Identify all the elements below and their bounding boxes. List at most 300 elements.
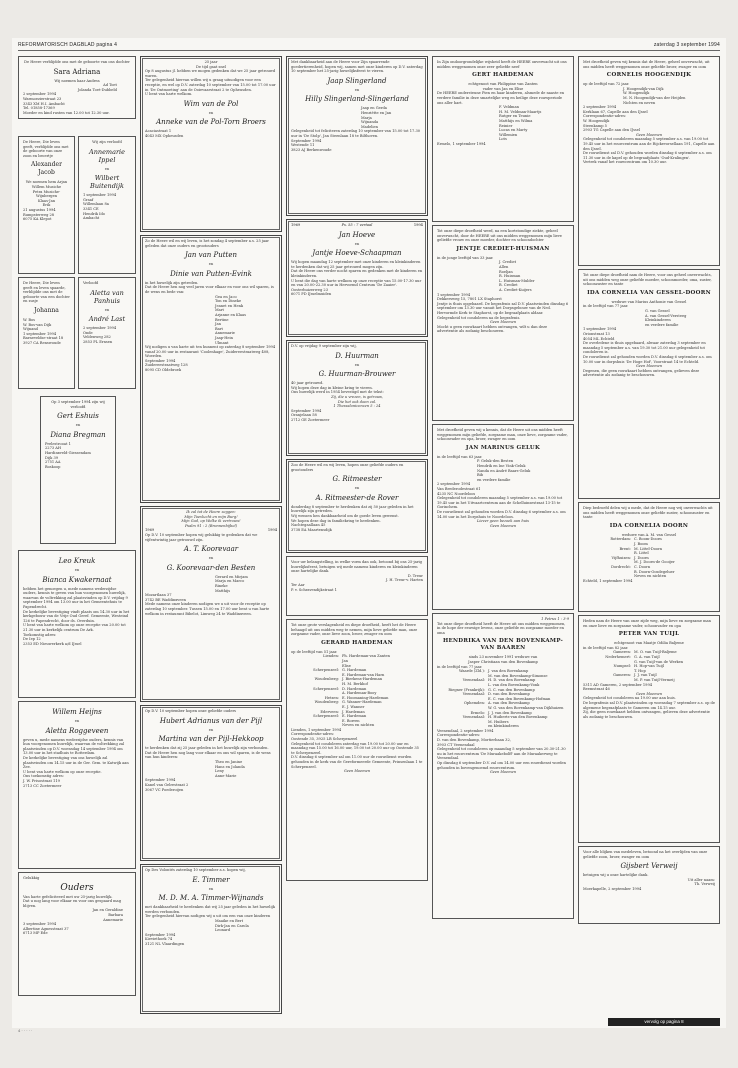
ad-and: en (354, 87, 360, 92)
family-place: Scherpenzeel: (313, 668, 339, 673)
ad-name-1: Jan van Putten (184, 251, 238, 260)
ad-name: Sara Adriana (53, 67, 101, 76)
family-name: M. Huibers (488, 719, 509, 724)
ad-address: Nachtegaallaan 45 3738 EA Maartensdijk (291, 523, 332, 532)
ad-date: 2 september 1994 (83, 326, 117, 331)
ad-text: Met droefheid geven wij u kennis, dat de Heere uit ons midden heeft weggenomen mijn geliefde, zorgzame man, onze lieve, zorgzame vader, schoonvader en opa, broer, zwager en oom (437, 428, 569, 442)
ad-name-2: A. Ritmeester-de Rover (315, 493, 399, 502)
ad-text: Heden nam de Heere van onze zijde weg, mijn lieve en zorgzame man en onze lieve en zorgzame vader, schoonvader en opa (583, 619, 713, 628)
family-name: E. C. van den Bovenkamp-Hofman (488, 696, 551, 701)
ad-text: hebben het genoegen u, mede namens wederzijdse ouders, kennis te geven van hun voorgenomen huwelijk, waarvan de voltrekking zal plaatsvinden op D.V. vrijdag 9 september 1994 om 13.00 uur in het Gemeentehuis te Papendrecht. De kerkelijke bevestiging vindt plaats om 14.30 uur in het kerkgebouw van de Vrije Oud Geref. Gemeente, Westeind 126 te Papendrecht, door ds. Overduin. U bent van harte welkom op onze receptie van 20.00 tot 21.30 uur in kerkelijk centrum De Ark. (23, 586, 130, 632)
ad-heading: 25 jaar De tijd gaat snel (196, 60, 226, 69)
ad-name-1: Hubert Adrianus van der Pijl (159, 716, 263, 725)
ad-name-1: Annemarie Ippel (89, 147, 125, 164)
ad-date: 21 augustus 1994 (23, 207, 56, 212)
family-name: B. Doorn-Oosdegeluer (634, 569, 675, 574)
ad-name-1: Gert Eshuis (57, 412, 99, 421)
ad-date: September 1994 (145, 778, 176, 783)
family-name: G. Wanner-Hardeman (342, 700, 382, 705)
ad-quote: Zij, die u vrezen, is getrouw, Die het ook doen zal. 1 Thessalonicenzen 5 : 24 (331, 394, 383, 409)
ad-text-3: Gelegenheid tot condoleren zaterdag van 19.00 tot 20.00 uur en maandag van 15.00 tot 16.00 uur, 19.00 tot 20.00 uur op Oostende 35 te Scherpenzeel. D.V. dinsdag 6 september zal om 11.00 uur de rouwdienst worden gehouden in de kerk van de Gereformeerde Gemeente, Prinsenlaan 1 te Scherpenzeel. (291, 741, 423, 769)
family-name: J. Hardeman (342, 709, 365, 714)
family-list (437, 669, 569, 729)
ad-address: Kieviethoek 74 3121 NL Vlaardingen (145, 937, 185, 946)
family-place: Vijfhuizen: (611, 555, 631, 560)
wedding-leo-kreuk (18, 550, 136, 698)
ad-name-2: Dinie van Putten-Evink (170, 269, 252, 278)
ad-name-2: Aletta Roggeveen (45, 726, 109, 735)
ad-and: en (208, 556, 214, 561)
ad-quote: Ik zal tot de Heere zeggen: Mijn Toevlucht en mijn Burg! Mijn God, op Welke ik vertrouw! Psalm 91 : 2 (Bronnenbijbel) (181, 510, 241, 528)
family-name: E. Hoomaning-Hardeman (342, 695, 389, 700)
family-name: G. van Tuijl-van de Werken (634, 659, 684, 664)
ad-date: Lienden, 1 september 1994 (291, 727, 342, 732)
ad-name-2: G. Huurman-Brouwer (318, 370, 396, 379)
ad-note: Moeder en kind rusten van 12.00 tot 12.30 uur. (23, 110, 110, 115)
family-place: Numpsel: (613, 664, 631, 669)
family-name: M. Littel-Doorn (634, 546, 663, 551)
anniversary-timmer (140, 864, 282, 1014)
ad-date: Moerkapelle, 2 september 1994 (583, 886, 642, 891)
family-place: Riegner (Frankrijk): (448, 687, 485, 692)
obituary-gert-hardeman (432, 56, 574, 222)
ad-date: September 1994 (145, 932, 176, 937)
ad-address: Correspondentie-adres: Oostende 35, 3925 LB Scherpenzeel (291, 732, 358, 742)
ad-text-3: Gelegenheid tot condoleren maandag 5 september a.s. van 19.00 tot 19.45 uur in het rouwcentrum aan de Rijckevorsellaan 191, Capelle aan den IJssel. De rouwdienst zal D.V. gehouden worden dinsdag 6 september a.s. om 11.30 uur in de kapel op de begraafplaats 'Oud-Kralingen'. Vertrek vanaf het rouwcentrum om 10.30 uur. (583, 137, 715, 165)
ad-text-2: Mede namens onze kinderen nodigen we u uit voor de receptie op zaterdag 10 september. Tussen 15.00 en 17.00 uur bent u van harte welkom in restaurant Bibelot, Limweg 24 te Waddinxveen. (145, 602, 271, 616)
family-place: Scherpenzeel: (313, 714, 339, 719)
ad-address: Prelestrooat 1 2273 AH Hardinxveld-Giessendam Dijk 39 2751 AA Boskoop (45, 441, 91, 469)
ad-date: September 1994 (145, 358, 176, 363)
ad-text-2: met dankbaarheid te herdenken dat wij 25 jaar geleden in het huwelijk werden verbonden. Ter gelegenheid hiervan nodigen wij u uit om een van onze kinderen (145, 905, 275, 919)
page-header (18, 41, 720, 51)
ad-text: Zoo de Heere wil en wij leven, hopen onze geliefde ouders en grootouders (291, 463, 405, 472)
ad-text-2: De HEERE ondersteune Pien en haar kinderen, alsmede de naaste en verdere familie in deze smartelijke weg en heilige deze rouwperiode ons aller hart. (437, 91, 566, 105)
ad-text-2: op de leeftijd van 72 jaar. (583, 82, 630, 87)
ad-footer: Liever geen bezoek aan huis Geen bloemen (477, 519, 529, 528)
ad-family: G. van Gessel A. van Gessel-Versteeg Kleinkinderen en verdere familie (645, 308, 687, 327)
family-name: H. Hop-van Tuijl (634, 664, 664, 669)
ad-footer: Geen bloemen (635, 132, 663, 137)
anniversary-koorevaar (140, 506, 282, 702)
ad-name-2: Bianca Kwakernaat (42, 575, 112, 584)
ad-footer: Geen bloemen (489, 320, 517, 325)
ad-parents: Ad Toet Jolanda Toet-Dubbeld (77, 83, 117, 92)
ad-name-1: Wim van de Pol (183, 99, 239, 108)
ad-text-4: Zij, die geen rouwkaart hebben ontvangen, gelieven deze advertentie als zodanig te beschouwen. (583, 710, 712, 719)
family-place: Ermelo: (470, 710, 485, 715)
ad-address: Ons toekomstig adres: J. W. Frisostraat 119 2713 CC Zoetermeer (23, 774, 64, 788)
ad-name: JENTJE CREDIET-HUISMAN (456, 245, 550, 252)
family-place: Dordrecht: (611, 564, 631, 569)
ad-name: Johanna (34, 306, 59, 314)
ad-date: September 1994 (291, 138, 322, 143)
family-name: Jan (342, 658, 348, 663)
year-start: 1969 (145, 528, 155, 533)
header-left: REFORMATORISCH DAGBLAD pagina 4 (18, 42, 118, 48)
ad-text: Met dankbaarheid aan de Heere voor Zijn spaarrende goedertierenheid, hopen wij, samen met onze kinderen op D.V. zaterdag 10 september het 25-jarig huwelijksfeest te vieren. (291, 60, 424, 74)
column-1a (18, 136, 75, 392)
ad-family: J. Hoogendijk-van Dijk W. Hoogendijk M. N. Hoogendijk-van der Heijden Nichten en neven (623, 86, 686, 105)
column-1 (18, 56, 136, 122)
ad-name-2: Wilbert Buitendijk (90, 174, 124, 191)
ad-name-1: Aletta van Panhuis (90, 288, 124, 305)
ad-sub: weduwe van Marius Anthonie van Gessel (611, 299, 687, 304)
anniversary-jan-hoeve (286, 219, 428, 337)
obituary-hendrika-van-den-bovenkamp (432, 613, 574, 919)
ad-and: en (208, 727, 214, 732)
ad-family: Gerard en Mirjam Marja en Marco Rineke Matthijs (215, 574, 248, 593)
family-name: E. Hardeman (342, 714, 367, 719)
ad-sub: Wij noemen haar Andrea (54, 78, 100, 83)
ad-text-4: Degenen, die geen rouwkaart hebben ontvangen, gelieven deze advertentie als zodanig te beschouwen. (583, 368, 701, 378)
column-1c (40, 396, 116, 547)
family-name: H. M. Berkhof (342, 681, 368, 686)
family-name: G. C. van den Bovenkamp (488, 687, 535, 692)
obituary-jan-marinus-geluk (432, 424, 574, 610)
ad-text-2: donderdag 8 september te herdenken dat zij 50 jaar geleden in het huwelijk zijn getreden. Wij wensen hen dankbaarheid om de goede leven gewenst. We hopen deze dag in familiekring te herdenken. (291, 504, 414, 523)
family-name: M. O. van Tuijl-Baljeme (634, 650, 677, 655)
thanks-treur (286, 556, 428, 616)
family-place: Scherpenzeel: (313, 686, 339, 691)
ad-text: geven u, mede namens wederzijdse ouders, kennis van hun voorgenomen huwelijk, waarvan de voltrekking zal plaatsvinden op D.V. woensdag 14 september 1994 om 13.00 uur in het stadhuis te Rotterdam. De kerkelijke bevestiging van ons huwelijk zal plaatsvinden om 14.15 uur in de Ger. Gem. te Katwijk aan Zee. U bent van harte welkom op onze receptie. (23, 737, 129, 774)
ad-name-1: Jaap Slingerland (327, 76, 387, 85)
ad-text-2: 40 jaar getrouwd. Wij hopen deze dag in kleine kring te vieren. Ons huwelijk werd in 1954 bevestigd met de tekst: (291, 381, 384, 395)
column-4 (432, 56, 574, 922)
family-name: R. Littel (634, 551, 649, 556)
ad-and: en (208, 886, 214, 891)
obituary-jentje-crediet (432, 225, 574, 421)
ad-name: GERT HARDEMAN (472, 72, 534, 79)
family-name: E. Hardeman-van Harn (342, 672, 385, 677)
family-name: M. van den Bovenkamp-Simonse (488, 673, 548, 678)
ad-address: Onde Veldenweg 282 2853 PL Ernsen (83, 330, 113, 344)
ad-text-2: in de leeftijd van 77 jaar. (583, 304, 629, 309)
header-right: zaterdag 3 september 1994 (653, 42, 720, 48)
ad-and: en (208, 110, 214, 115)
ad-footer: Geen bloemen (343, 769, 371, 774)
family-name: E. Borren (342, 718, 360, 723)
family-name: Elise (342, 663, 351, 668)
family-name: J. Boom (634, 541, 648, 546)
family-name: D. Hardeman (342, 686, 367, 691)
ad-name: HENDRIKA VAN DEN BOVENKAMP-VAN BAAREN (442, 638, 564, 652)
ad-and: en (354, 241, 360, 246)
year-start: 1969 (291, 223, 301, 227)
ad-text-3: Gelegenheid tot condoleren maandag 5 september a.s. van 19.00 tot 19.45 uur in het Uitvaartcentrum aan de Schelluinsestraat 13-15 te Gorinchem. De rouwdienst zal gehouden worden D.V. dinsdag 6 september a.s. om 14.00 uur in het Dorpshuis te Noordeloos. (437, 496, 566, 519)
family-name: J. J. van den Bovenkamp (488, 710, 532, 715)
ad-text-3: De overledene is thuis opgebaard, alwaar zaterdag 3 september en maandag 5 september a.s. van 19.30 tot 21.00 uur gelegenheid tot condoleren is. De rouwdienst zal gehouden worden D.V. dinsdag 6 september a.s. om 10.00 uur in dorpshuis 'De Hoge Hof', Voorstraat 14 te Echteld. (583, 341, 712, 364)
family-name: D. van den Bovenkamp (488, 692, 530, 697)
ad-name-2: Anneke van de Pol-Torn Broers (156, 118, 266, 127)
family-name: H. Huiberts-van den Bovenkamp (488, 715, 548, 720)
family-name: J. van den Bovenkamp (488, 669, 529, 674)
obituary-peter-van-tuijl (578, 615, 720, 843)
ad-family: Jaap en Gerda Henriëtte en Jan Marja Wijnanda Madelien (361, 106, 392, 129)
family-place: Gameren: (613, 673, 631, 678)
family-place (583, 678, 634, 683)
ad-address: Barneveldse-straat 18 3927 CA Renswoude (23, 336, 64, 345)
anniversary-jan-van-putten (140, 235, 282, 503)
obituary-ida-doorn (578, 502, 720, 612)
ad-and: en (354, 486, 360, 491)
ad-text: Van harte gefeliciteerd met uw 25-jarig huwelijk. Dat u nog lang voor elkaar en voor ons gespaard mag blijven. (23, 894, 121, 908)
ad-text: D.V. op vrijdag 9 september zijn wij, (291, 344, 357, 348)
ad-text-3: Wij nodigen u van harte uit ten hunnent op zaterdag 8 september 1994 vanaf 20.00 uur in restaurant 'Coolenhage', Zuidereestraatweg 408, Woerden. (145, 345, 277, 359)
ad-date: 1 september 1994 (23, 331, 57, 336)
ad-text-2: te herdenken dat zij 25 jaar geleden in het huwelijk zijn verbonden. Dat de Heere hen nog lang voor elkaar en ons wil sparen, is de wens van hun kinderen: (145, 746, 271, 760)
family-name: E. J. Wanner (342, 704, 365, 709)
ad-name-1: Jan Hoeve (338, 230, 376, 239)
ad-sub: We noemen hem Arjan (25, 180, 68, 185)
page-footer: 4 · · · · · (18, 1028, 33, 1033)
family-place: Woudenberg: (314, 700, 339, 705)
ad-address: Zuidereestraatweg 128 8095 CD Oldebroek (145, 363, 188, 373)
ad-and: en (208, 262, 214, 267)
ad-text: Verloofd (83, 281, 99, 285)
ad-footer: Geen bloemen (635, 691, 663, 696)
ad-date: 3 september 1994 (23, 922, 57, 927)
ad-text: De Heere, Die leven geeft, verblijdde ons met de geboorte van onze zoon en broertje (23, 140, 70, 158)
ad-text: Wij zijn verloofd (92, 140, 122, 144)
family-list (291, 654, 423, 728)
ad-date: 2 september 1994 Van Brederodestraat 61 4235 NC Noordeloos (437, 482, 481, 496)
ad-text: Diep bedroefd delen wij u mede, dat de Heere nog vrij onverwachts uit ons midden heeft weggenomen onze geliefde zuster, schoonzuster en tante (583, 506, 714, 520)
ad-and: en (104, 166, 110, 171)
obituary-gerard-hardeman (286, 619, 428, 881)
ad-address: Correspondentie-adres: D. van den Bovenkamp, Mortierbaan 32, 3903 CT Veenendaal (437, 733, 511, 747)
family-place: Ophemden: (463, 701, 485, 706)
ad-text: Tot onze diepe droefheid nam de Heere, voor ons geheel onverwachts, uit ons midden weg onze geliefde moeder, schoonmoeder, oma, zuster, schoonzuster en tante (583, 273, 713, 287)
family-place: Gameren: (613, 650, 631, 655)
family-place: Nederhemert: (605, 654, 631, 659)
ad-address: Mozartlaan 37 3742 BE Waddinxveen (145, 593, 186, 602)
ad-name: IDA CORNELIA VAN GESSEL-DOORN (587, 289, 711, 296)
ad-date: 1 september 1994 (83, 193, 117, 198)
family-place: Veenendaal: (462, 678, 485, 683)
birth-announcement-johanna (18, 277, 75, 389)
engagement-annemarie (78, 136, 136, 274)
ad-date: Echteld, 1 september 1994 (583, 578, 633, 583)
ad-and: en (104, 307, 110, 312)
ad-address: Oranjelaan 58 2712 GE Zoetermeer (291, 413, 330, 422)
ad-address: Oosterhuizerweg 23 6071 PD IJsselmuiden (291, 287, 332, 297)
ad-text-2: in de leeftijd van 82 jaar. (583, 645, 629, 650)
ad-parents: Willem Musiche Petra Musiche-Wijnbergen Klaas-Jan Erik (31, 184, 62, 208)
ad-text-3: Gelegenheid tot condoleren na 19.00 uur aan huis. De begrafenis zal D.V. plaatsvinden op woensdag 7 september a.s. op de algemene begraafplaats te Gameren om 14.15 uur. (583, 696, 715, 710)
family-place: Ederveen: (320, 709, 339, 714)
ad-address: Graaf Willemlaan 8a 3341 CE Hendrik Ido Ambacht (83, 197, 109, 221)
family-name: Neven en nichten (634, 574, 667, 579)
ad-text-2: in de jonge leeftijd van 33 jaar. (437, 255, 494, 260)
ad-date: 1 september 1994 Dekkersweg 15, 7801 LX Staphorst (437, 292, 502, 302)
ad-text: Op D.V. 10 september hopen wij gelukkig te gedenken dat we vijfentwintig jaar getrouwd zijn. (145, 532, 259, 542)
ad-and: en (354, 362, 360, 367)
ad-sub: echtgenoot van Philippine van Zanten vader van Jan en Elise (468, 82, 538, 91)
ad-text: Tot onze diepe droefheid werd, na een kortstondige ziekte, geheel onverwacht, door de HEERE uit ons midden weggenomen mijn lieve geliefde vrouw en onze moeder, dochter en schoondochter (437, 229, 564, 243)
column-5 (578, 56, 720, 927)
family-name: M. J. Doorn-de Gooijer (634, 560, 675, 565)
family-place: Brent: (619, 546, 631, 551)
anniversary-huurman (286, 340, 428, 456)
year-end: 1994 (267, 528, 277, 533)
ad-text-2: betuigen wij u onze hartelijke dank. (583, 873, 649, 878)
ad-address: Albertine Agnesstraat 37 6713 MP Ede (23, 926, 69, 936)
ad-name: PETER VAN TUIJL (618, 631, 680, 638)
family-place: Waarde (Zld.): (458, 669, 485, 674)
ad-family: Maaike en Bert Dirk-Jan en Carola Leonard (215, 918, 249, 933)
ad-name: GERARD HARDEMAN (321, 639, 393, 646)
ad-signature: Uit aller naam: Th. Verweij (687, 877, 715, 887)
anniversary-slingerland (286, 56, 428, 216)
birth-announcement-sara (18, 56, 136, 119)
ad-signature: D. Treur J. H. Treur-v. Harten (385, 573, 423, 583)
family-name: H. D. van den Bovenkamp (488, 678, 536, 683)
family-name: A. Hardeman-Booy (342, 691, 377, 696)
ad-date: Veenendaal, 2 september 1994 (437, 728, 494, 733)
ad-name-1: Willem Heijns (52, 708, 102, 716)
family-name: J. Bierkens-Hardeman (342, 677, 383, 682)
ad-and: en (74, 568, 80, 572)
ad-name-1: Leo Kreuk (58, 557, 96, 565)
family-name: Neven en nichten (342, 723, 375, 728)
ad-text: Voor uw belangstelling, in welke vorm dan ook, betoond bij ons 25-jarig huwelijksfeest, betuigen wij mede namens kinderen en kleinkinderen onze hartelijke dank. (291, 560, 424, 574)
ad-address: Westende 11 3823 AJ Berkenwoude (291, 143, 332, 152)
ad-text-2: in het huwelijk zijn getreden. Dat de Heere hen nog veel jaren voor elkaar en voor ons wil sparen, is de wens en bede van: (145, 280, 274, 294)
ad-text-2: in de leeftijd van 77 jaar. (437, 664, 483, 669)
family-name: J. J. van Tuijl (634, 673, 657, 678)
family-name: en kleinkinderen (488, 724, 519, 729)
family-name: C. Doorn (634, 564, 651, 569)
family-list (583, 650, 715, 682)
ad-address: Rumpsterweg 28 6075 KA Klepot (23, 212, 55, 222)
ad-text-3: Gelegenheid tot condoleren op maandag 5 september van 20.30-21.30 uu in het rouwcentrum 'De Muraakebolff' aan de Muraakerweg te Veenendaal. Op dinsdag 6 september D.V. zal om 14.00 uur een rouwdienst worden gehouden in bovengenoemd rouwcentrum. (437, 747, 566, 770)
ad-family: F. Veldman H. M. Veldman-Maartjs Rutger en Teunie Matthijs en Wilma Reinier Lucas en Marty Willemien Lots (499, 105, 542, 142)
family-name: A. van den Bovenkamp (488, 701, 530, 706)
ad-text: Op Des Volontés zaterdag 10 september a.s. hopen wij, (145, 868, 246, 872)
ad-date: Ermelo, 1 september 1994 (437, 141, 486, 146)
ad-text: Op D.V. 10 september hopen onze geliefde ouders (145, 709, 237, 713)
ad-date: 2 september 1994 (23, 92, 57, 97)
ad-text: In Zijn ondoorgrondelijke wijsheid heeft de HEERE onverwacht uit ons midden weggenomen onze zeer geliefde neef (437, 60, 568, 69)
family-name: J. Doorn (634, 555, 649, 560)
family-name: G. Hardeman (342, 668, 367, 673)
ad-date: 1 september 1994 Orionstraat 13 4054 ML Echteld (583, 327, 617, 341)
engagement-gert (40, 396, 116, 544)
ad-date: 2 september 1994 Kerklaan 67, Capelle aan den IJssel (583, 105, 648, 114)
ad-text-2: Gelegenheid tot feliciteren zaterdag 10 september van 15.00 tot 17.30 uur in 'De Stolp', Jan Steenlaan 18 te Bilthoven. (291, 129, 422, 138)
ad-name-2: G. Koorevaar-den Besten (166, 563, 256, 572)
ad-parents: W. Bos W. Bos-van Dijk Wijnand (23, 317, 52, 332)
year-end: 1994 (413, 223, 423, 227)
ad-address: Ter Aar P. v. Schravendijkstraat 1 (291, 582, 337, 592)
ad-text: Op 3 september 1994 zijn wij verloofd (51, 400, 106, 409)
family-place: Lienden: (323, 654, 339, 659)
ad-name-1: E. Timmer (192, 875, 230, 884)
ad-name-2: M. D. M. A. Timmer-Wijnands (158, 894, 264, 903)
birth-announcement-alexander (18, 136, 75, 274)
ad-text: De Heere verblijdde ons met de geboorte van ons dochter (24, 60, 130, 64)
family-place: Veenendaal: (462, 715, 485, 720)
family-name: Ph. Hardeman-van Zanten (342, 654, 390, 659)
family-place: Woudenberg: (314, 677, 339, 682)
family-name: W. G. van den Bovenkamp-van Dijkhuizen (488, 705, 564, 710)
ad-name: CORNELIS HOOGENDIJK (606, 72, 692, 79)
ad-address: Warmoezierstraat 23 3343 XM H.I. Ambacht Tel. 01858-17369 (23, 96, 65, 111)
ad-name-2: Martina van der Pijl-Hekkoop (158, 735, 264, 744)
ad-family: P. Geluk-den Besten Hendrik en Ine Vink-Geluk Nanda en André Baars-Geluk Bib en verdere familie (477, 459, 531, 482)
ad-name-1: D. Huurman (335, 351, 379, 360)
family-name: L. van den Bovenkamp-Vonk (488, 682, 540, 687)
ad-sub: weduwe van A. M. van Gessel (621, 532, 677, 537)
ad-name-2: André Last (88, 315, 126, 324)
ad-address: Kanel van Gelrestraat 2 3067 VC Poederoijen (145, 782, 189, 792)
family-place: Hetzen: (324, 695, 339, 700)
ad-text: Tot onze grote verslagenheid en diepe droefheid, heeft het de Heere behaagd uit ons midden weg te nemen, mijn lieve geliefde man, onze zorgzame vader, onze lieve zoon, broer, zwager en oom (291, 623, 419, 637)
ad-name: IDA CORNELIA DOORN (609, 522, 689, 529)
ad-heading: Gelukkig (23, 876, 40, 880)
ad-name-1: A. T. Koorevaar (183, 545, 239, 554)
family-place: Veenendaal: (462, 692, 485, 697)
ad-name: Alexander Jacob (31, 161, 62, 177)
ad-name: JAN MARINUS GELUK (465, 444, 541, 451)
ad-text: De Heere, Die leven geeft en leven spaarde, verblijdde ons met de geboorte van een dochter en zusje (23, 281, 72, 304)
ad-name: Ouders (60, 882, 94, 893)
ad-and: en (75, 423, 81, 428)
ad-name: Gijsbert Verweij (620, 862, 678, 871)
ad-text: Zo de Heere wil en wij leven, is het zondag 4 september a.s. 25 jaar geleden dat onze ouders en grootouders (145, 239, 271, 248)
ad-date: September 1994 (291, 408, 322, 413)
anniversary-wim-van-de-pol (140, 56, 282, 232)
thanks-gijsbert-verweij (578, 846, 720, 924)
ad-family: Jan en Geraldine Barbara Annemarie (92, 908, 123, 922)
ad-text: Voor alle blijken van medeleven, betoond na het overlijden van onze geliefde zoon, broer, zwager en oom (583, 850, 709, 859)
ad-footer: Geen bloemen (635, 364, 663, 369)
ad-text: Op 8 augustus jl. hebben we mogen gedenken dat we 25 jaar getrouwd waren. Ter gelegenheid hiervan willen wij u graag uitnodigen voor een receptie, en wel op D.V. zaterdag 10 september van 15.00 tot 17.00 uur in 'De Ontmoeting' aan de Ooievaarstraat 2 te Opheusden. U bent van harte welkom. (145, 69, 276, 97)
ad-text: Wij hopen maandag 12 september met onze kinderen en kleinkinderen te herdenken dat wij 25 jaar getrouwd mogen zijn. Dat de Heere ons verder nocht sparen en gedenken met de kinderen en kleinkinderen. U bent die dag van harte welkom op onze receptie van 15.00-17.30 uur en van 20.00-22.30 uur in Hervormd Centrum 'De Zaaier'. (291, 260, 423, 288)
continued-banner: vervolg op pagina 8 (608, 1018, 720, 1026)
ad-sub: sinds 23 november 1991 weduwe van Jasper Christiaan van den Bovenkamp (468, 655, 538, 664)
family-name: M. P. van Tuijl-Vermeij (634, 677, 675, 682)
ad-and: en (74, 719, 80, 723)
column-2 (140, 56, 282, 1017)
anniversary-ritmeester (286, 459, 428, 553)
obituary-cornelis-hoogendijk (578, 56, 720, 266)
anniversary-van-der-pijl (140, 705, 282, 861)
ad-name-2: Hilly Slingerland-Slingerland (305, 95, 409, 104)
ad-sub: echtgenoot van Maatje Odilia Baljeme (614, 641, 684, 646)
family-name: G. A. van Tuijl (634, 654, 660, 659)
ad-text: Met droefheid geven wij kennis dat de Heere, geheel onverwacht, uit ons midden heeft weggenomen onze geliefde broer, zwager en oom (583, 60, 711, 69)
ad-text-3: Jentje is thuis opgebaard. De begrafenis zal D.V. plaatsvinden dinsdag 6 september om 13.30 uur vanuit het Dorpsgebouw van de Ned. Hervormde Kerk te Staphorst, op de begraafplaats aldaar. Gelegenheid tot condoleren na de begrafenis. (437, 301, 569, 320)
ad-text-2: in de leeftijd van 63 jaar. (437, 454, 483, 459)
ad-heading: 1 Petrus 1 : 3-9 (541, 617, 569, 621)
engagement-aletta (78, 277, 136, 389)
ad-name-2: Diana Bregman (50, 430, 106, 439)
ad-name-2: Jantje Hoeve-Schaapman (312, 249, 402, 258)
ad-address: Toekomstig adres: De Iep 12 2353 ED Nieuwerkerk a/d IJssel (23, 632, 82, 646)
wedding-willem-heijns (18, 701, 136, 869)
column-3 (286, 56, 428, 884)
ad-family: Gea en Jaco Ton en Dineke Jeanet en Henk Mart Arjanne en Klaas Bertine Jan Bart Annemarie Jaap-Hein Ulmant (215, 294, 247, 345)
ad-name-1: G. Ritmeester (332, 475, 382, 484)
family-place: Rotterdam: (610, 537, 631, 542)
ad-address: Acaciastraat 1 4043 MX Opheusden (145, 129, 184, 138)
column-1b (78, 136, 136, 392)
family-name: C. Boom-Doorn (634, 537, 662, 542)
family-name: T. Hop (634, 668, 646, 673)
ad-text-4: Mocht u geen rouwkaart hebben ontvangen, wilt u dan deze advertentie als zodanig beschouwen. (437, 324, 549, 334)
